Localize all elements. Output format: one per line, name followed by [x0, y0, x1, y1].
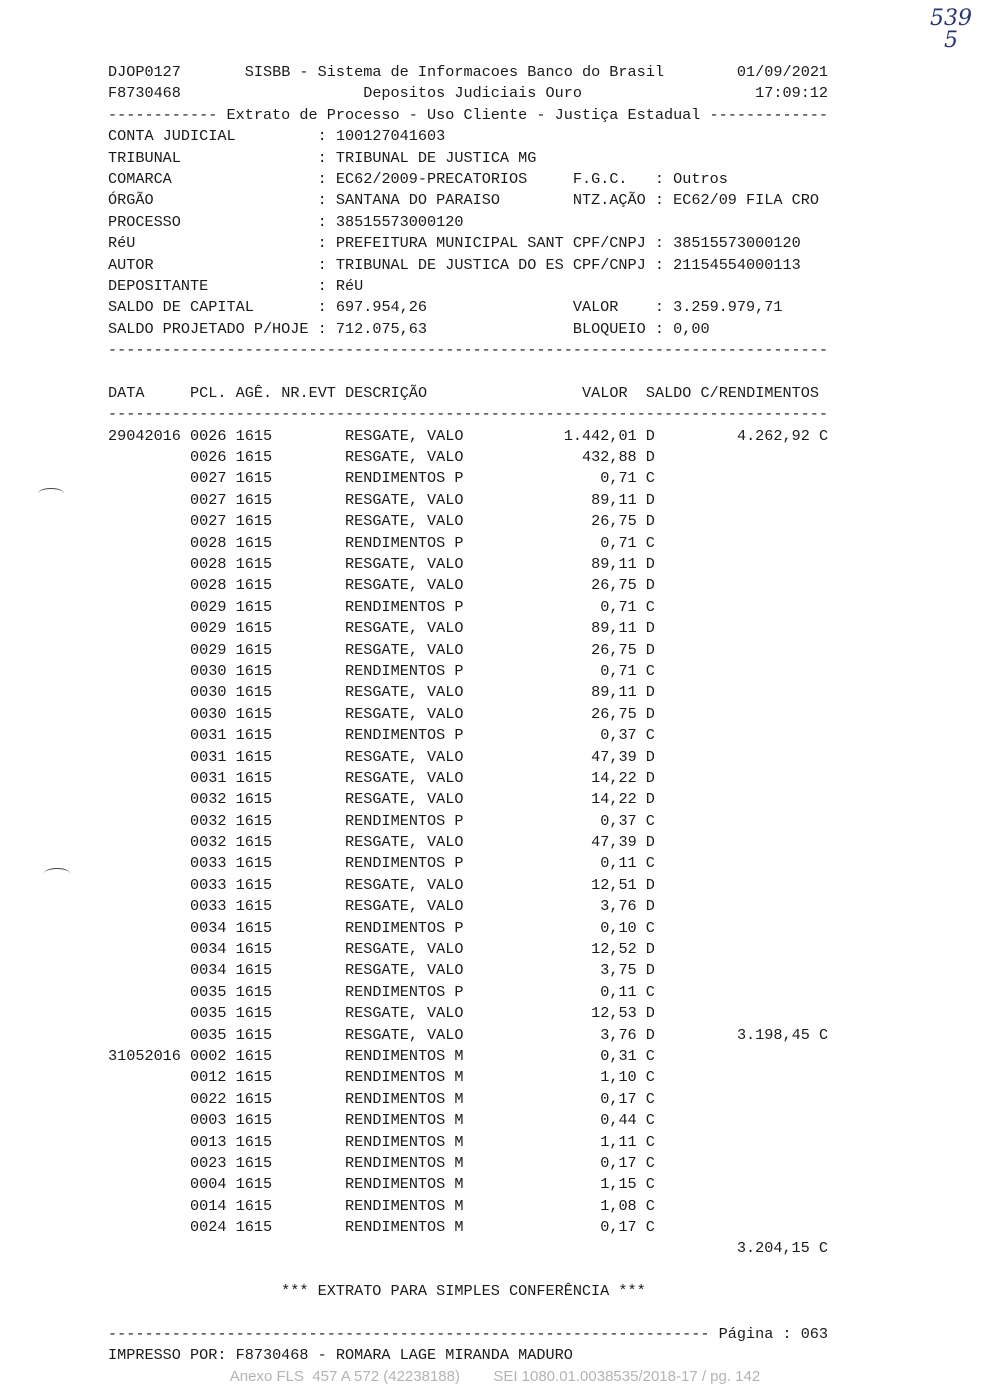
- row-description: RENDIMENTOS M: [345, 1218, 464, 1237]
- row-pcl: 0030: [190, 704, 227, 723]
- row-description: RENDIMENTOS M: [345, 1089, 464, 1108]
- row-description: RESGATE, VALO: [345, 619, 464, 638]
- row-pcl: 0024: [190, 1218, 227, 1237]
- depositante-value: RéU: [335, 276, 364, 295]
- row-pcl: 0004: [190, 1175, 227, 1194]
- orgao-extra-label: NTZ.AÇÃO: [572, 191, 646, 210]
- row-pcl: 0013: [190, 1132, 227, 1151]
- row-value: 89,11 D: [591, 683, 655, 702]
- row-description: RENDIMENTOS M: [345, 1046, 464, 1065]
- row-description: RESGATE, VALO: [345, 833, 464, 852]
- row-description: RESGATE, VALO: [345, 448, 464, 467]
- row-pcl: 0012: [190, 1068, 227, 1087]
- row-value: 0,71 C: [600, 597, 655, 616]
- row-pcl: 0035: [190, 982, 227, 1001]
- separator: -------------------------------------------------------------------------------: [108, 405, 829, 424]
- printed-by-label: IMPRESSO POR:: [108, 1346, 227, 1365]
- table-row: [108, 1153, 908, 1174]
- row-agency: 1615: [235, 683, 273, 702]
- comarca-value: EC62/2009-PRECATORIOS: [335, 169, 528, 188]
- table-row: [108, 1174, 908, 1195]
- row-pcl: 0032: [190, 833, 227, 852]
- table-row: [108, 811, 908, 832]
- row-pcl: 0029: [190, 619, 227, 638]
- row-value: 3,76 D: [600, 897, 655, 916]
- page-label: Página :: [718, 1325, 792, 1344]
- row-agency: 1615: [235, 661, 273, 680]
- row-value: 3,76 D: [600, 1025, 655, 1044]
- user-code: F8730468: [108, 84, 181, 103]
- system-code: DJOP0127: [108, 63, 181, 81]
- row-description: RESGATE, VALO: [345, 1025, 464, 1044]
- row-value: 0,44 C: [600, 1111, 655, 1130]
- row-value: 1,11 C: [600, 1132, 655, 1151]
- table-row: [108, 768, 908, 789]
- row-pcl: 0035: [190, 1025, 227, 1044]
- conference-notice: [108, 1281, 908, 1302]
- row-pcl: 0027: [190, 469, 227, 488]
- saldo-projetado-value: 712.075,63: [335, 319, 428, 338]
- table-row: [108, 875, 908, 896]
- row-pcl: 0033: [190, 897, 227, 916]
- saldo-projetado-label: SALDO PROJETADO P/HOJE: [108, 319, 309, 338]
- handwritten-page-number: [930, 8, 972, 52]
- reu-value: PREFEITURA MUNICIPAL SANT: [335, 234, 564, 253]
- row-value: 47,39 D: [591, 747, 655, 766]
- row-pcl: 0030: [190, 683, 227, 702]
- autor-label: AUTOR: [108, 255, 154, 274]
- table-row: [108, 1132, 908, 1153]
- system-title: SISBB - Sistema de Informacoes Banco do Brasil: [244, 63, 664, 81]
- row-pcl: 0022: [190, 1089, 227, 1108]
- row-description: RENDIMENTOS P: [345, 597, 464, 616]
- conta-judicial-label: CONTA JUDICIAL: [108, 127, 236, 146]
- row-pcl: 0030: [190, 661, 227, 680]
- report-banner: ------------ Extrato de Processo - Uso Cliente - Justiça Estadual -------------: [108, 105, 829, 124]
- row-agency: 1615: [235, 768, 273, 787]
- row-value: 0,11 C: [600, 854, 655, 873]
- row-agency: 1615: [235, 704, 273, 723]
- row-value: 0,10 C: [600, 918, 655, 937]
- row-agency: 1615: [235, 1025, 273, 1044]
- table-row: [108, 704, 908, 725]
- row-agency: 1615: [235, 854, 273, 873]
- printed-by-value: F8730468 - ROMARA LAGE MIRANDA MADURO: [235, 1346, 573, 1365]
- table-row: [108, 618, 908, 639]
- row-description: RENDIMENTOS P: [345, 726, 464, 745]
- table-row: [108, 832, 908, 853]
- row-pcl: 0027: [190, 512, 227, 531]
- row-agency: 1615: [235, 726, 273, 745]
- final-balance: 3.204,15 C: [736, 1239, 829, 1258]
- row-value: 26,75 D: [591, 512, 655, 531]
- row-agency: 1615: [235, 982, 273, 1001]
- row-value: 0,71 C: [600, 533, 655, 552]
- row-agency: 1615: [235, 448, 273, 467]
- row-description: RENDIMENTOS P: [345, 982, 464, 1001]
- row-value: 1,15 C: [600, 1175, 655, 1194]
- row-pcl: 0026: [190, 448, 227, 467]
- saldo-capital-row: SALDO DE CAPITAL : 697.954,26 VALOR : 3.259.979,71: [108, 298, 783, 317]
- autor-row: AUTOR : TRIBUNAL DE JUSTICA DO ES CPF/CNPJ : 21154554000113: [108, 255, 801, 274]
- orgao-value: SANTANA DO PARAISO: [335, 191, 500, 210]
- report-date: 01/09/2021: [736, 63, 829, 81]
- row-value: 12,52 D: [591, 940, 655, 959]
- row-agency: 1615: [235, 918, 273, 937]
- row-value: 0,37 C: [600, 726, 655, 745]
- row-description: RENDIMENTOS P: [345, 533, 464, 552]
- row-value: 14,22 D: [591, 790, 655, 809]
- row-agency: 1615: [235, 961, 273, 980]
- table-row: [108, 918, 908, 939]
- row-agency: 1615: [235, 833, 273, 852]
- page-info: ------------------------------------------------------------------ Página : 063: [108, 1325, 829, 1344]
- comarca-extra-value: Outros: [673, 169, 728, 188]
- saldo-projetado-row: SALDO PROJETADO P/HOJE : 712.075,63 BLOQUEIO : 0,00: [108, 319, 710, 338]
- saldo-capital-extra-label: VALOR: [572, 298, 619, 317]
- row-description: RESGATE, VALO: [345, 512, 464, 531]
- table-row: [108, 960, 908, 981]
- row-agency: 1615: [235, 1218, 273, 1237]
- orgao-extra-value: EC62/09 FILA CRO: [673, 191, 819, 210]
- conta-judicial-value: 100127041603: [335, 127, 446, 146]
- depositante-label: DEPOSITANTE: [108, 276, 209, 295]
- table-row: [108, 1217, 908, 1238]
- row-pcl: 0028: [190, 533, 227, 552]
- row-description: RESGATE, VALO: [345, 683, 464, 702]
- autor-extra-label: CPF/CNPJ: [572, 255, 646, 274]
- tribunal-label: TRIBUNAL: [108, 148, 181, 167]
- row-agency: 1615: [235, 897, 273, 916]
- table-row: [108, 554, 908, 575]
- row-value: 3,75 D: [600, 961, 655, 980]
- row-pcl: 0034: [190, 940, 227, 959]
- row-description: RENDIMENTOS P: [345, 918, 464, 937]
- report-time: 17:09:12: [755, 84, 829, 103]
- row-balance: 4.262,92 C: [736, 426, 829, 445]
- table-row: [108, 661, 908, 682]
- processo-row: PROCESSO : 38515573000120: [108, 212, 464, 231]
- row-pcl: 0034: [190, 918, 227, 937]
- table-row: [108, 982, 908, 1003]
- row-date: 29042016: [108, 426, 181, 445]
- document-footer: [0, 1368, 990, 1385]
- row-date: 31052016: [108, 1046, 181, 1065]
- row-agency: 1615: [235, 1068, 273, 1087]
- autor-extra-value: 21154554000113: [673, 255, 801, 274]
- table-row: [108, 1003, 908, 1024]
- row-agency: 1615: [235, 554, 273, 573]
- row-agency: 1615: [235, 1132, 273, 1151]
- page-number: 063: [800, 1325, 829, 1344]
- table-row: [108, 1025, 908, 1046]
- row-description: RESGATE, VALO: [345, 940, 464, 959]
- blank-line: [108, 361, 908, 382]
- reu-row: RéU : PREFEITURA MUNICIPAL SANT CPF/CNPJ : 38515573000120: [108, 234, 801, 253]
- orgao-label: ÓRGÃO: [108, 191, 154, 210]
- table-row: [108, 896, 908, 917]
- row-value: 0,17 C: [600, 1089, 655, 1108]
- row-agency: 1615: [235, 875, 273, 894]
- printed-by: [108, 1345, 908, 1366]
- row-value: 14,22 D: [591, 768, 655, 787]
- row-agency: 1615: [235, 1004, 273, 1023]
- row-value: 12,51 D: [591, 875, 655, 894]
- col-valor: VALOR: [582, 383, 628, 402]
- table-row: [108, 1046, 908, 1067]
- row-balance: 3.198,45 C: [736, 1025, 829, 1044]
- row-description: RESGATE, VALO: [345, 961, 464, 980]
- row-agency: 1615: [235, 533, 273, 552]
- table-row: [108, 468, 908, 489]
- row-description: RESGATE, VALO: [345, 768, 464, 787]
- row-pcl: 0028: [190, 554, 227, 573]
- report-printout: [108, 62, 908, 1367]
- row-pcl: 0026: [190, 426, 227, 445]
- row-agency: 1615: [235, 811, 273, 830]
- row-value: 26,75 D: [591, 640, 655, 659]
- row-agency: 1615: [235, 576, 273, 595]
- saldo-projetado-extra-label: BLOQUEIO: [572, 319, 646, 338]
- row-description: RENDIMENTOS M: [345, 1175, 464, 1194]
- row-pcl: 0033: [190, 854, 227, 873]
- row-description: RESGATE, VALO: [345, 875, 464, 894]
- saldo-capital-value: 697.954,26: [335, 298, 428, 317]
- tribunal-row: TRIBUNAL : TRIBUNAL DE JUSTICA MG: [108, 148, 537, 167]
- row-pcl: 0035: [190, 1004, 227, 1023]
- row-description: RESGATE, VALO: [345, 790, 464, 809]
- conta-judicial-row: CONTA JUDICIAL : 100127041603: [108, 127, 446, 146]
- row-pcl: 0032: [190, 790, 227, 809]
- table-row: [108, 447, 908, 468]
- row-agency: 1615: [235, 1153, 273, 1172]
- row-agency: 1615: [235, 747, 273, 766]
- row-description: RENDIMENTOS P: [345, 661, 464, 680]
- row-description: RESGATE, VALO: [345, 640, 464, 659]
- row-agency: 1615: [235, 1175, 273, 1194]
- row-pcl: 0032: [190, 811, 227, 830]
- row-value: 0,11 C: [600, 982, 655, 1001]
- final-balance-row: [108, 1238, 908, 1259]
- col-nrevt: NR.EVT: [281, 383, 336, 402]
- row-pcl: 0031: [190, 747, 227, 766]
- banner-text: Extrato de Processo - Uso Cliente - Justiça Estadual: [226, 105, 701, 124]
- notice-text: *** EXTRATO PARA SIMPLES CONFERÊNCIA ***: [281, 1282, 646, 1301]
- comarca-row: COMARCA : EC62/2009-PRECATORIOS F.G.C. : Outros: [108, 169, 728, 188]
- row-pcl: 0028: [190, 576, 227, 595]
- row-value: 1.442,01 D: [563, 426, 655, 445]
- row-description: RENDIMENTOS M: [345, 1153, 464, 1172]
- row-description: RESGATE, VALO: [345, 576, 464, 595]
- row-value: 1,10 C: [600, 1068, 655, 1087]
- comarca-label: COMARCA: [108, 169, 172, 188]
- handwritten-line-2: 5: [944, 28, 958, 53]
- col-pcl: PCL.: [190, 383, 227, 402]
- table-row: [108, 1196, 908, 1217]
- row-value: 89,11 D: [591, 619, 655, 638]
- row-agency: 1615: [235, 1089, 273, 1108]
- row-value: 0,71 C: [600, 661, 655, 680]
- table-row: [108, 575, 908, 596]
- table-row: [108, 789, 908, 810]
- table-row: [108, 939, 908, 960]
- col-data: DATA: [108, 383, 145, 402]
- footer-sei: SEI 1080.01.0038535/2018-17 / pg. 142: [493, 1368, 761, 1385]
- blank-line: [108, 1303, 908, 1324]
- table-row: [108, 426, 908, 447]
- header-line-1: [108, 62, 908, 83]
- row-value: 0,17 C: [600, 1153, 655, 1172]
- row-description: RENDIMENTOS P: [345, 854, 464, 873]
- row-description: RENDIMENTOS M: [345, 1111, 464, 1130]
- row-pcl: 0002: [190, 1046, 227, 1065]
- row-value: 0,37 C: [600, 811, 655, 830]
- row-agency: 1615: [235, 790, 273, 809]
- reu-label: RéU: [108, 234, 136, 253]
- table-row: [108, 597, 908, 618]
- row-value: 26,75 D: [591, 576, 655, 595]
- row-value: 89,11 D: [591, 554, 655, 573]
- scan-mark: [44, 868, 70, 879]
- autor-value: TRIBUNAL DE JUSTICA DO ES: [335, 255, 564, 274]
- row-description: RENDIMENTOS M: [345, 1132, 464, 1151]
- separator: -------------------------------------------------------------------------------: [108, 341, 829, 360]
- row-description: RENDIMENTOS M: [345, 1068, 464, 1087]
- reu-extra-value: 38515573000120: [673, 234, 801, 253]
- row-agency: 1615: [235, 1046, 273, 1065]
- row-value: 26,75 D: [591, 704, 655, 723]
- table-row: [108, 1110, 908, 1131]
- table-row: [108, 682, 908, 703]
- row-description: RESGATE, VALO: [345, 1004, 464, 1023]
- row-agency: 1615: [235, 1196, 273, 1215]
- table-row: [108, 747, 908, 768]
- processo-value: 38515573000120: [335, 212, 464, 231]
- blank-line: [108, 1260, 908, 1281]
- row-value: 89,11 D: [591, 490, 655, 509]
- col-age: AGÊ.: [235, 383, 273, 402]
- table-row: [108, 1089, 908, 1110]
- table-header: [108, 383, 908, 404]
- table-row: [108, 511, 908, 532]
- table-row: [108, 1067, 908, 1088]
- table-row: [108, 533, 908, 554]
- row-description: RESGATE, VALO: [345, 426, 464, 445]
- row-description: RESGATE, VALO: [345, 747, 464, 766]
- row-pcl: 0014: [190, 1196, 227, 1215]
- reu-extra-label: CPF/CNPJ: [572, 234, 646, 253]
- row-pcl: 0029: [190, 640, 227, 659]
- depositante-row: DEPOSITANTE : RéU: [108, 276, 364, 295]
- row-value: 432,88 D: [581, 448, 655, 467]
- report-subtitle: Depositos Judiciais Ouro: [363, 84, 582, 103]
- processo-label: PROCESSO: [108, 212, 181, 231]
- table-row: [108, 725, 908, 746]
- row-agency: 1615: [235, 469, 273, 488]
- row-agency: 1615: [235, 619, 273, 638]
- row-description: RENDIMENTOS M: [345, 1196, 464, 1215]
- handwritten-line-1: 539: [930, 6, 972, 31]
- header-line-2: [108, 83, 908, 104]
- row-pcl: 0031: [190, 768, 227, 787]
- row-agency: 1615: [235, 490, 273, 509]
- row-agency: 1615: [235, 1111, 273, 1130]
- row-value: 0,17 C: [600, 1218, 655, 1237]
- tribunal-value: TRIBUNAL DE JUSTICA MG: [335, 148, 537, 167]
- row-pcl: 0023: [190, 1153, 227, 1172]
- row-value: 0,31 C: [600, 1046, 655, 1065]
- saldo-capital-extra-value: 3.259.979,71: [673, 298, 783, 317]
- col-saldo: SALDO C/RENDIMENTOS: [645, 383, 820, 402]
- row-description: RESGATE, VALO: [345, 554, 464, 573]
- saldo-projetado-extra-value: 0,00: [673, 319, 710, 338]
- row-value: 0,71 C: [600, 469, 655, 488]
- row-pcl: 0027: [190, 490, 227, 509]
- row-description: RENDIMENTOS P: [345, 811, 464, 830]
- row-pcl: 0003: [190, 1111, 227, 1130]
- scan-mark: [38, 488, 64, 499]
- row-pcl: 0034: [190, 961, 227, 980]
- row-description: RENDIMENTOS P: [345, 469, 464, 488]
- col-descricao: DESCRIÇÃO: [345, 383, 428, 402]
- orgao-row: ÓRGÃO : SANTANA DO PARAISO NTZ.AÇÃO : EC62/09 FILA CRO: [108, 191, 819, 210]
- row-pcl: 0029: [190, 597, 227, 616]
- row-pcl: 0033: [190, 875, 227, 894]
- table-row: [108, 640, 908, 661]
- table-row: [108, 490, 908, 511]
- saldo-capital-label: SALDO DE CAPITAL: [108, 298, 254, 317]
- row-value: 1,08 C: [600, 1196, 655, 1215]
- row-agency: 1615: [235, 940, 273, 959]
- footer-annex: Anexo FLS 457 A 572 (42238188): [229, 1368, 460, 1385]
- row-description: RESGATE, VALO: [345, 490, 464, 509]
- row-agency: 1615: [235, 640, 273, 659]
- row-value: 47,39 D: [591, 833, 655, 852]
- row-agency: 1615: [235, 426, 273, 445]
- row-description: RESGATE, VALO: [345, 704, 464, 723]
- row-agency: 1615: [235, 597, 273, 616]
- row-description: RESGATE, VALO: [345, 897, 464, 916]
- comarca-extra-label: F.G.C.: [572, 169, 628, 188]
- row-pcl: 0031: [190, 726, 227, 745]
- row-value: 12,53 D: [591, 1004, 655, 1023]
- row-agency: 1615: [235, 512, 273, 531]
- table-row: [108, 853, 908, 874]
